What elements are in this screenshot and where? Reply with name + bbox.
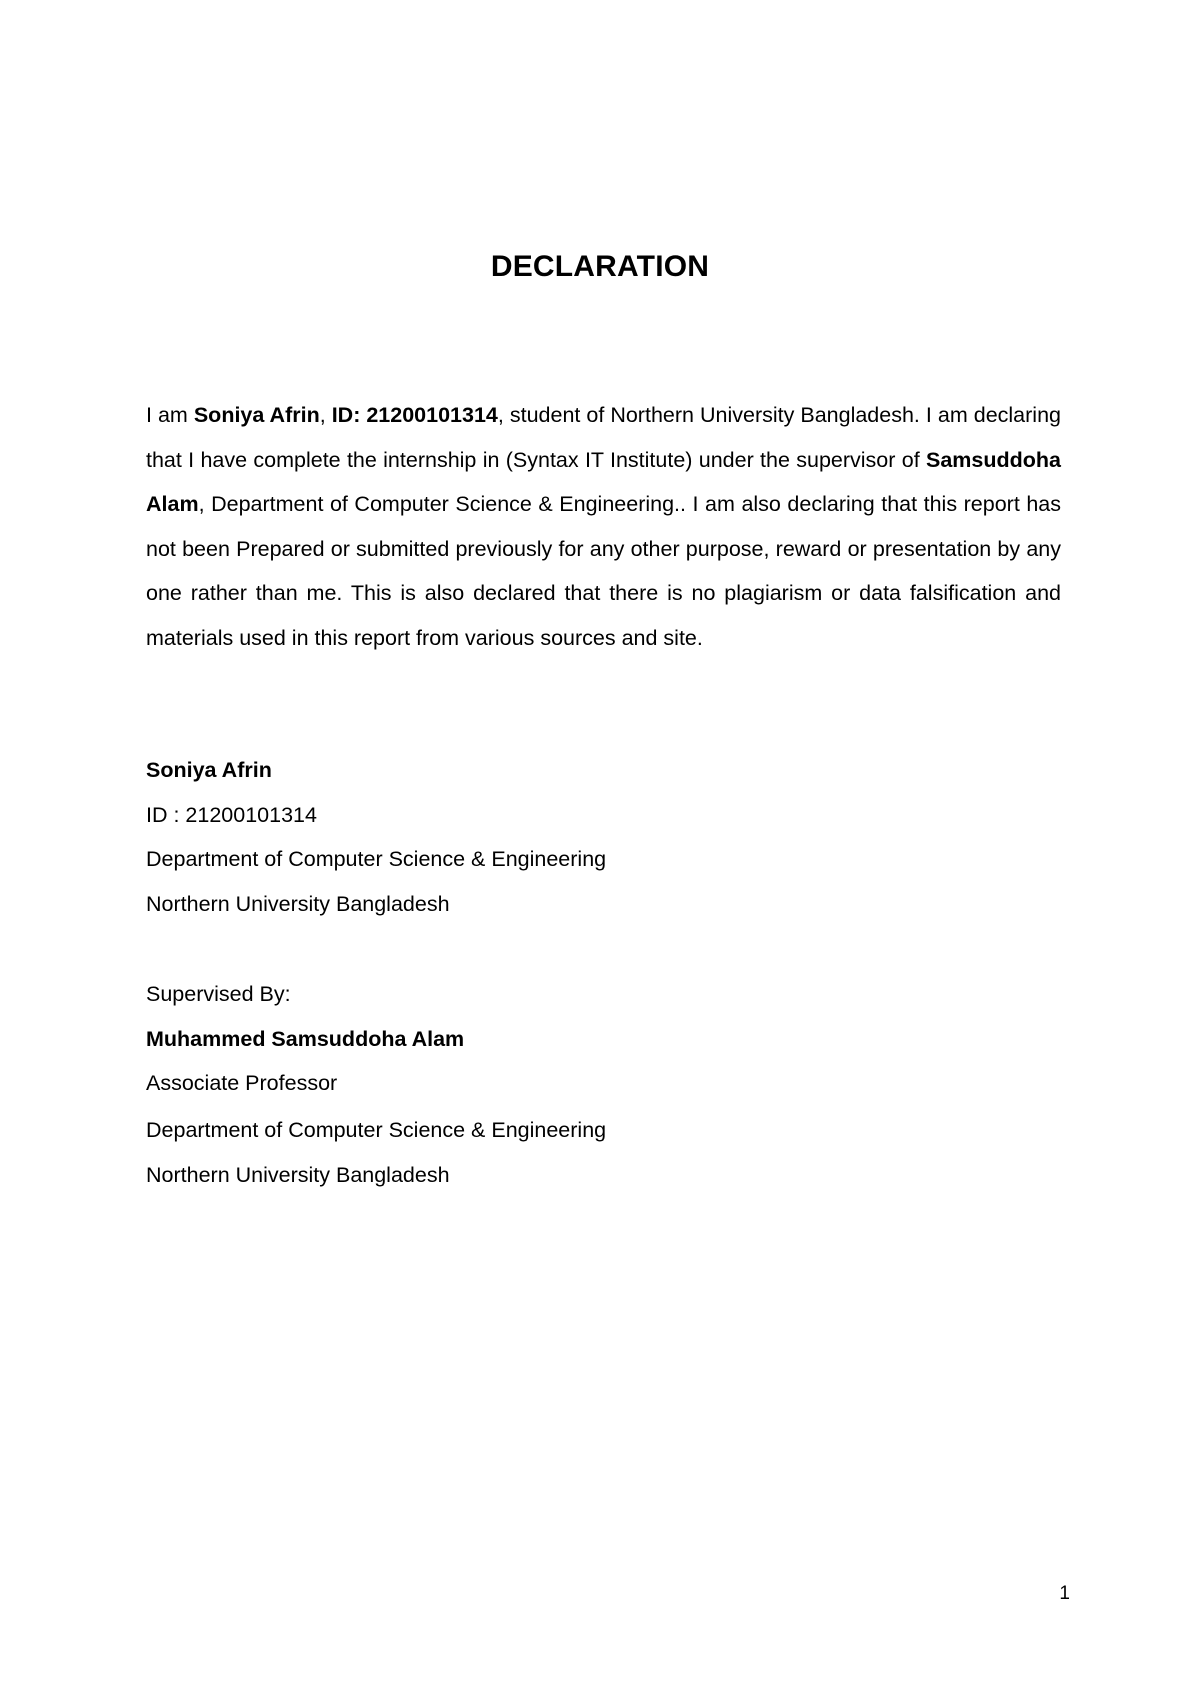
paragraph-text-3: , student of Northern University Bangladesh. I am declaring that I have complete the internship in (Syntax IT Institute) under the supervisor of (146, 403, 1061, 472)
student-info-block (146, 748, 1046, 926)
supervisor-university: Northern University Bangladesh (146, 1162, 450, 1187)
student-id-inline: ID: 21200101314 (331, 403, 498, 427)
paragraph-text-1: I am (146, 403, 194, 427)
page-number: 1 (1059, 1583, 1070, 1604)
paragraph-text-2: , (319, 403, 332, 427)
supervisor-heading: Supervised By: (146, 982, 291, 1006)
page-title: DECLARATION (490, 250, 710, 283)
student-university: Northern University Bangladesh (146, 891, 450, 916)
supervisor-name: Muhammed Samsuddoha Alam (146, 1026, 465, 1051)
supervisor-department: Department of Computer Science & Engineering (146, 1118, 607, 1143)
student-id: ID : 21200101314 (146, 802, 317, 827)
student-department: Department of Computer Science & Engineering (146, 847, 607, 872)
declaration-paragraph (146, 393, 1061, 661)
student-name-inline: Soniya Afrin (193, 403, 320, 427)
supervisor-name-inline: Samsuddoha Alam (146, 447, 1061, 517)
paragraph-text-4: , Department of Computer Science & Engineering.. I am also declaring that this report has not been Prepared or submitted previously for any other purpose, reward or presentation by any one rather than me. This is also declared that there is no plagiarism or data falsification and materials used in this report from various sources and site. (146, 492, 1061, 650)
supervisor-info-block (146, 972, 1046, 1197)
supervisor-position: Associate Professor (146, 1071, 338, 1096)
student-name: Soniya Afrin (146, 758, 272, 782)
